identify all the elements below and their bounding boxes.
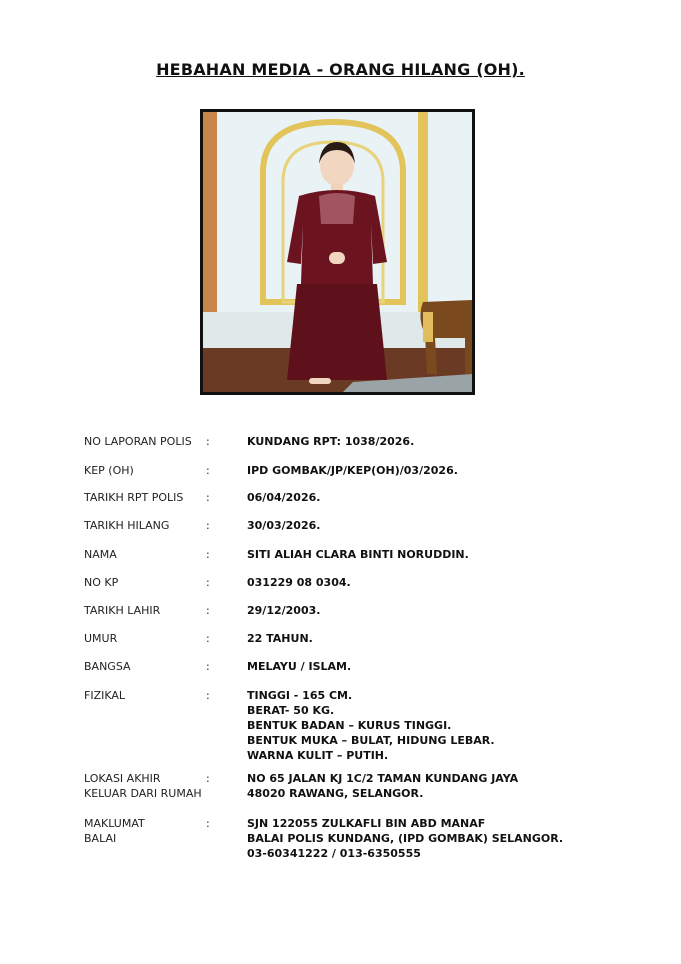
detail-label <box>84 771 214 801</box>
detail-value <box>247 518 667 533</box>
detail-label-line: TARIKH RPT POLIS <box>84 491 184 504</box>
detail-colon: : <box>206 689 210 702</box>
detail-label-line: UMUR <box>84 632 118 645</box>
detail-colon: : <box>206 435 210 448</box>
detail-value-line: 03-60341222 / 013-6350555 <box>247 847 421 860</box>
detail-value-line: 22 TAHUN. <box>247 632 313 645</box>
detail-value-line: 30/03/2026. <box>247 519 321 532</box>
detail-value <box>247 688 667 763</box>
detail-label <box>84 659 214 674</box>
detail-value-line: SITI ALIAH CLARA BINTI NORUDDIN. <box>247 548 469 561</box>
detail-value <box>247 490 667 505</box>
detail-value <box>247 434 667 449</box>
detail-label <box>84 434 214 449</box>
detail-colon: : <box>206 604 210 617</box>
detail-value <box>247 816 667 861</box>
detail-label-line: LOKASI AKHIR <box>84 772 161 785</box>
detail-value <box>247 603 667 618</box>
detail-value-line: TINGGI - 165 CM. <box>247 689 353 702</box>
detail-value-line: BENTUK MUKA – BULAT, HIDUNG LEBAR. <box>247 734 495 747</box>
page-title: HEBAHAN MEDIA - ORANG HILANG (OH). <box>156 60 525 79</box>
detail-value <box>247 463 667 478</box>
detail-label-line: FIZIKAL <box>84 689 126 702</box>
detail-value <box>247 547 667 562</box>
detail-value <box>247 631 667 646</box>
detail-colon: : <box>206 464 210 477</box>
detail-label-line: NO KP <box>84 576 119 589</box>
detail-value-line: IPD GOMBAK/JP/KEP(OH)/03/2026. <box>247 464 458 477</box>
photo-illustration <box>203 112 472 392</box>
detail-value-line: NO 65 JALAN KJ 1C/2 TAMAN KUNDANG JAYA <box>247 772 519 785</box>
detail-label <box>84 575 214 590</box>
detail-label-line: BALAI <box>84 832 117 845</box>
detail-value-line: 29/12/2003. <box>247 604 321 617</box>
detail-colon: : <box>206 576 210 589</box>
detail-label <box>84 518 214 533</box>
detail-value <box>247 575 667 590</box>
detail-value-line: BENTUK BADAN – KURUS TINGGI. <box>247 719 452 732</box>
detail-value <box>247 771 667 801</box>
detail-label <box>84 463 214 478</box>
detail-value-line: KUNDANG RPT: 1038/2026. <box>247 435 415 448</box>
detail-colon: : <box>206 519 210 532</box>
detail-value-line: 031229 08 0304. <box>247 576 351 589</box>
detail-value-line: BALAI POLIS KUNDANG, (IPD GOMBAK) SELANGOR. <box>247 832 564 845</box>
detail-colon: : <box>206 817 210 830</box>
detail-value <box>247 659 667 674</box>
detail-label <box>84 603 214 618</box>
detail-value-line: WARNA KULIT – PUTIH. <box>247 749 389 762</box>
detail-label <box>84 631 214 646</box>
detail-label-line: NO LAPORAN POLIS <box>84 435 192 448</box>
detail-colon: : <box>206 772 210 785</box>
detail-label-line: TARIKH HILANG <box>84 519 170 532</box>
detail-colon: : <box>206 548 210 561</box>
detail-label-line: KEP (OH) <box>84 464 134 477</box>
detail-label-line: NAMA <box>84 548 117 561</box>
detail-colon: : <box>206 632 210 645</box>
detail-value-line: 06/04/2026. <box>247 491 321 504</box>
detail-label-line: TARIKH LAHIR <box>84 604 161 617</box>
detail-colon: : <box>206 660 210 673</box>
detail-value-line: BERAT- 50 KG. <box>247 704 335 717</box>
detail-label-line: BANGSA <box>84 660 131 673</box>
detail-label <box>84 816 214 846</box>
detail-label-line: MAKLUMAT <box>84 817 145 830</box>
detail-label <box>84 547 214 562</box>
detail-label <box>84 688 214 703</box>
detail-label <box>84 490 214 505</box>
detail-colon: : <box>206 491 210 504</box>
detail-value-line: 48020 RAWANG, SELANGOR. <box>247 787 424 800</box>
detail-value-line: MELAYU / ISLAM. <box>247 660 352 673</box>
detail-value-line: SJN 122055 ZULKAFLI BIN ABD MANAF <box>247 817 486 830</box>
detail-label-line: KELUAR DARI RUMAH <box>84 787 202 800</box>
missing-person-photo <box>200 109 475 395</box>
